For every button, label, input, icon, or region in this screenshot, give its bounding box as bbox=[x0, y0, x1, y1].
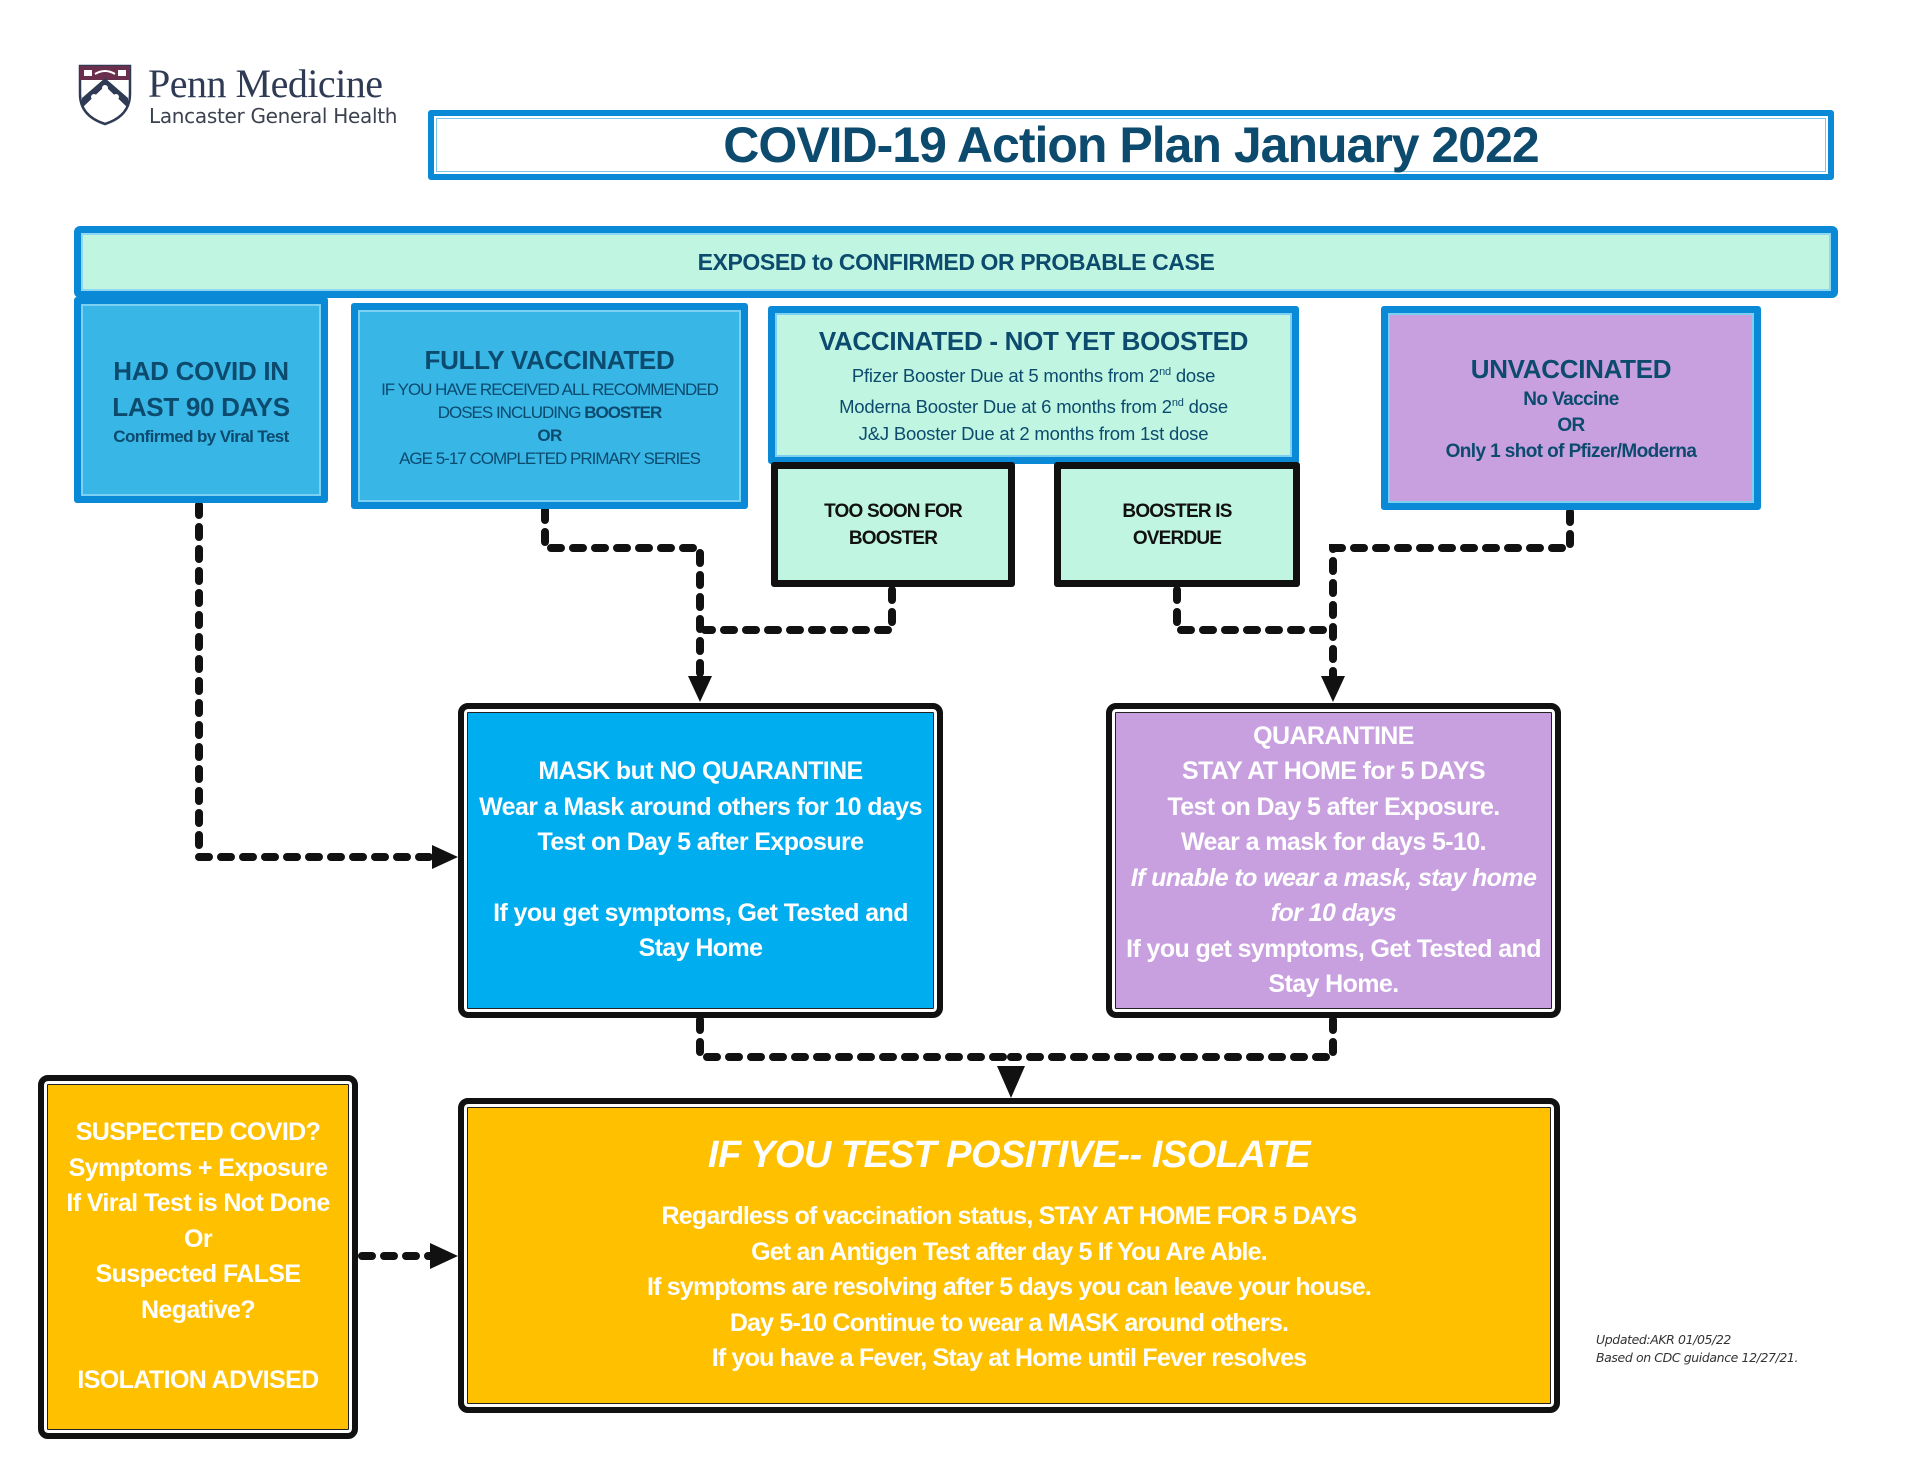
isolate-line-2: If symptoms are resolving after 5 days you can leave your house. bbox=[646, 1273, 1372, 1302]
quarantine-italic-1: for 10 days bbox=[1270, 899, 1397, 927]
isolate-line-0: Regardless of vaccination status, STAY AT HOME FOR 5 DAYS bbox=[661, 1202, 1357, 1231]
footnote bbox=[1596, 1331, 1798, 1367]
connector-mask-to-isolate bbox=[700, 1020, 1011, 1057]
isolate-line-4: If you have a Fever, Stay at Home until Fever resolves bbox=[711, 1344, 1307, 1373]
isolate-box bbox=[458, 1098, 1560, 1413]
suspected-line-0: SUSPECTED COVID? bbox=[75, 1118, 321, 1147]
vnyb-heading: VACCINATED - NOT YET BOOSTED bbox=[818, 326, 1249, 357]
vnyb-moderna-sup: nd bbox=[1171, 396, 1184, 409]
quarantine-line-3: Wear a mask for days 5-10. bbox=[1181, 828, 1486, 856]
vnyb-pfizer-suffix: dose bbox=[1170, 365, 1216, 387]
fully-vaccinated-line2-prefix: DOSES INCLUDING bbox=[437, 403, 585, 422]
suspected-advice: ISOLATION ADVISED bbox=[77, 1366, 319, 1395]
connector-quarantine-to-isolate bbox=[1011, 1020, 1333, 1057]
page-title-box bbox=[428, 110, 1834, 180]
isolate-line-1: Get an Antigen Test after day 5 If You Are Able. bbox=[751, 1237, 1267, 1266]
mask-line-1: Wear a Mask around others for 10 days bbox=[479, 792, 922, 821]
arrow-head-isolate-top bbox=[997, 1066, 1025, 1098]
exposed-label: EXPOSED to CONFIRMED OR PROBABLE CASE bbox=[697, 248, 1215, 275]
arrow-head-isolate-left bbox=[430, 1243, 458, 1269]
had-covid-sub: Confirmed by Viral Test bbox=[113, 426, 289, 446]
quarantine-end-1: Stay Home. bbox=[1268, 970, 1399, 998]
suspected-line-3: Or bbox=[184, 1224, 212, 1253]
too-soon-box bbox=[771, 462, 1015, 587]
unvaccinated-or: OR bbox=[1557, 415, 1585, 436]
mask-line-3: If you get symptoms, Get Tested and bbox=[493, 898, 908, 927]
connector-fully-vaccinated-to-mask bbox=[545, 510, 700, 680]
isolate-heading: IF YOU TEST POSITIVE-- ISOLATE bbox=[707, 1134, 1311, 1177]
fully-vaccinated-booster: BOOSTER bbox=[584, 403, 662, 422]
booster-overdue-box bbox=[1054, 462, 1300, 587]
connector-overdue-to-quarantine bbox=[1177, 590, 1328, 630]
footnote-updated: Updated:AKR 01/05/22 bbox=[1596, 1332, 1731, 1347]
vnyb-moderna bbox=[839, 390, 1228, 420]
penn-shield-icon bbox=[78, 64, 132, 126]
unvaccinated-line1: No Vaccine bbox=[1523, 389, 1619, 410]
suspected-line-2: If Viral Test is Not Done bbox=[66, 1189, 330, 1218]
quarantine-line-0: QUARANTINE bbox=[1253, 721, 1414, 750]
fully-vaccinated-box bbox=[351, 303, 748, 509]
vnyb-pfizer-sup: nd bbox=[1159, 366, 1171, 379]
footnote-based-on: Based on CDC guidance 12/27/21. bbox=[1596, 1350, 1799, 1365]
mask-line-0: MASK but NO QUARANTINE bbox=[538, 757, 863, 786]
fully-vaccinated-line1: IF YOU HAVE RECEIVED ALL RECOMMENDED bbox=[381, 380, 718, 399]
suspected-line-1: Symptoms + Exposure bbox=[68, 1153, 328, 1182]
quarantine-line-2: Test on Day 5 after Exposure. bbox=[1167, 792, 1500, 821]
quarantine-end-0: If you get symptoms, Get Tested and bbox=[1126, 934, 1541, 963]
arrow-head-mask-top bbox=[688, 676, 712, 702]
fully-vaccinated-line3: AGE 5-17 COMPLETED PRIMARY SERIES bbox=[399, 449, 700, 468]
too-soon-line1: TOO SOON FOR bbox=[824, 500, 962, 522]
vnyb-pfizer bbox=[852, 359, 1215, 389]
quarantine-box bbox=[1106, 703, 1561, 1018]
mask-line-2: Test on Day 5 after Exposure bbox=[537, 828, 864, 857]
fully-vaccinated-or: OR bbox=[537, 426, 562, 445]
connector-too-soon-to-mask bbox=[705, 590, 892, 630]
mask-no-quarantine-box bbox=[458, 703, 943, 1018]
too-soon-line2: BOOSTER bbox=[848, 527, 938, 549]
connector-had-covid-to-mask bbox=[199, 505, 440, 857]
unvaccinated-heading: UNVACCINATED bbox=[1470, 354, 1672, 384]
connector-unvaccinated-to-quarantine bbox=[1333, 512, 1570, 680]
quarantine-line-1: STAY AT HOME for 5 DAYS bbox=[1182, 757, 1485, 785]
suspected-line-4: Suspected FALSE bbox=[95, 1260, 301, 1289]
had-covid-line2: LAST 90 DAYS bbox=[112, 391, 290, 422]
vnyb-moderna-suffix: dose bbox=[1183, 395, 1228, 417]
logo-subtitle: Lancaster General Health bbox=[149, 104, 398, 128]
unvaccinated-line2: Only 1 shot of Pfizer/Moderna bbox=[1445, 441, 1697, 462]
isolate-line-3: Day 5-10 Continue to wear a MASK around others. bbox=[729, 1308, 1289, 1337]
had-covid-box bbox=[74, 297, 328, 503]
had-covid-line1: HAD COVID IN bbox=[113, 355, 289, 386]
suspected-line-5: Negative? bbox=[140, 1295, 256, 1324]
arrow-head-quarantine-top bbox=[1321, 676, 1345, 702]
quarantine-italic-0: If unable to wear a mask, stay home bbox=[1130, 863, 1537, 892]
mask-line-4: Stay Home bbox=[638, 934, 763, 963]
suspected-covid-box bbox=[38, 1075, 358, 1439]
page-title: COVID-19 Action Plan January 2022 bbox=[723, 117, 1539, 173]
logo-name: Penn Medicine bbox=[148, 61, 383, 106]
arrow-head-mask-left bbox=[432, 845, 458, 869]
vnyb-moderna-text: Moderna Booster Due at 6 months from 2 bbox=[839, 395, 1172, 417]
fully-vaccinated-heading: FULLY VACCINATED bbox=[424, 345, 675, 375]
unvaccinated-box bbox=[1381, 306, 1761, 510]
penn-medicine-logo bbox=[78, 60, 418, 140]
vnyb-jj: J&J Booster Due at 2 months from 1st dose bbox=[858, 422, 1209, 444]
overdue-line1: BOOSTER IS bbox=[1122, 500, 1232, 522]
vnyb-pfizer-text: Pfizer Booster Due at 5 months from 2 bbox=[851, 365, 1160, 387]
overdue-line2: OVERDUE bbox=[1132, 527, 1222, 549]
exposed-banner bbox=[74, 226, 1838, 298]
vaccinated-not-boosted-box bbox=[768, 306, 1299, 464]
fully-vaccinated-line2 bbox=[438, 401, 662, 424]
